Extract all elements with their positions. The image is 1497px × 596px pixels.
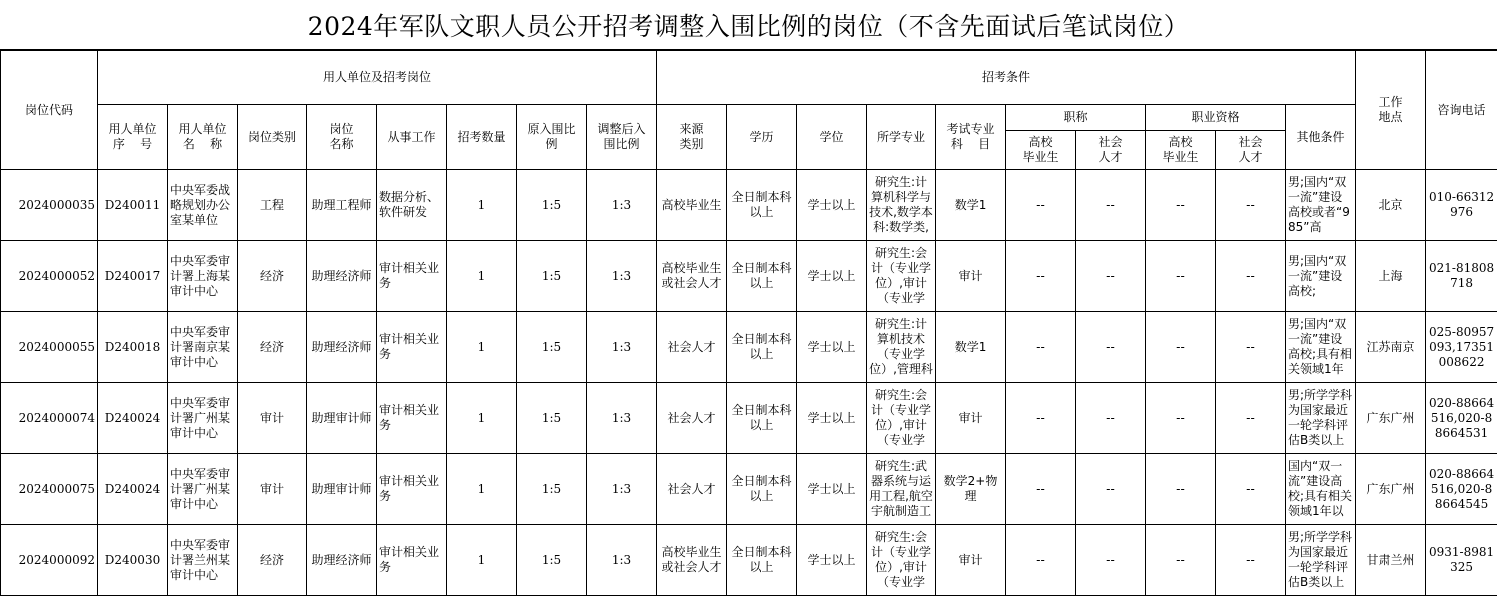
cell-place: 江苏南京: [1356, 312, 1426, 383]
cell-degree: 学士以上: [797, 525, 867, 596]
header-work-place: 工作 地点: [1356, 51, 1426, 170]
cell-unit: 中央军委审计署广州某审计中心: [168, 454, 238, 525]
cell-qual-grad: --: [1146, 383, 1216, 454]
cell-title-grad: --: [1006, 525, 1076, 596]
cell-degree: 学士以上: [797, 241, 867, 312]
header-post-name: 岗位 名称: [307, 105, 377, 170]
cell-title-social: --: [1076, 525, 1146, 596]
cell-degree: 学士以上: [797, 383, 867, 454]
cell-degree: 学士以上: [797, 454, 867, 525]
header-post-type: 岗位类别: [238, 105, 307, 170]
cell-education: 全日制本科以上: [727, 525, 797, 596]
cell-qual-social: --: [1216, 312, 1286, 383]
header-title-group: 职称: [1006, 105, 1146, 131]
cell-quota: 1: [447, 312, 517, 383]
major-text: 研究生:计算机技术（专业学位）,管理科: [869, 317, 933, 376]
cell-other: [1286, 454, 1356, 525]
cell-subject: 审计: [936, 525, 1006, 596]
cell-place: 甘肃兰州: [1356, 525, 1426, 596]
cell-adj-ratio: 1:3: [587, 241, 657, 312]
cell-qual-grad: --: [1146, 170, 1216, 241]
header-qual-social: 社会 人才: [1216, 131, 1286, 170]
cell-unit: 中央军委战略规划办公室某单位: [168, 170, 238, 241]
cell-phone: 025-80957093,17351008622: [1426, 312, 1497, 383]
cell-type: 工程: [238, 170, 307, 241]
header-work: 从事工作: [377, 105, 447, 170]
cell-source: 高校毕业生或社会人才: [657, 525, 727, 596]
table-row[interactable]: [1, 525, 1497, 596]
cell-qual-grad: --: [1146, 241, 1216, 312]
cell-unit: 中央军委审计署上海某审计中心: [168, 241, 238, 312]
cell-type: 审计: [238, 383, 307, 454]
cell-seq: D240024: [98, 383, 168, 454]
cell-post: 助理经济师: [307, 312, 377, 383]
header-other: 其他条件: [1286, 105, 1356, 170]
other-text: 男;所学学科为国家最近一轮学科评估B类以上: [1288, 530, 1353, 589]
cell-major: [867, 170, 936, 241]
cell-work: 审计相关业务: [377, 383, 447, 454]
header-major: 所学专业: [867, 105, 936, 170]
cell-other: [1286, 525, 1356, 596]
cell-education: 全日制本科以上: [727, 170, 797, 241]
cell-other: [1286, 383, 1356, 454]
header-quota: 招考数量: [447, 105, 517, 170]
cell-orig-ratio: 1:5: [517, 312, 587, 383]
table-row[interactable]: [1, 312, 1497, 383]
cell-title-social: --: [1076, 170, 1146, 241]
cell-work: 审计相关业务: [377, 241, 447, 312]
cell-type: 经济: [238, 312, 307, 383]
cell-phone: 020-88664516,020-88664545: [1426, 454, 1497, 525]
major-text: 研究生:会计（专业学位）,审计（专业学: [871, 388, 932, 447]
cell-place: 上海: [1356, 241, 1426, 312]
cell-type: 审计: [238, 454, 307, 525]
cell-title-grad: --: [1006, 170, 1076, 241]
cell-title-grad: --: [1006, 241, 1076, 312]
cell-adj-ratio: 1:3: [587, 454, 657, 525]
header-orig-ratio: 原入围比 例: [517, 105, 587, 170]
table-row[interactable]: [1, 170, 1497, 241]
cell-title-grad: --: [1006, 383, 1076, 454]
header-qual-group: 职业资格: [1146, 105, 1286, 131]
cell-title-grad: --: [1006, 454, 1076, 525]
cell-seq: D240024: [98, 454, 168, 525]
page-title: 2024年军队文职人员公开招考调整入围比例的岗位（不含先面试后笔试岗位）: [0, 0, 1497, 50]
header-title-social: 社会 人才: [1076, 131, 1146, 170]
cell-phone: 010-66312976: [1426, 170, 1497, 241]
cell-adj-ratio: 1:3: [587, 170, 657, 241]
cell-qual-grad: --: [1146, 454, 1216, 525]
cell-phone: 020-88664516,020-88664531: [1426, 383, 1497, 454]
major-text: 研究生:会计（专业学位）,审计（专业学: [871, 530, 932, 589]
cell-work: 数据分析、软件研发: [377, 170, 447, 241]
cell-seq: D240017: [98, 241, 168, 312]
table-row[interactable]: [1, 454, 1497, 525]
cell-title-social: --: [1076, 312, 1146, 383]
cell-seq: D240011: [98, 170, 168, 241]
cell-other: [1286, 241, 1356, 312]
cell-major: [867, 454, 936, 525]
header-phone: 咨询电话: [1426, 51, 1497, 170]
cell-qual-grad: --: [1146, 525, 1216, 596]
header-title-grad: 高校 毕业生: [1006, 131, 1076, 170]
cell-qual-social: --: [1216, 241, 1286, 312]
cell-phone: 021-81808718: [1426, 241, 1497, 312]
cell-quota: 1: [447, 454, 517, 525]
cell-education: 全日制本科以上: [727, 454, 797, 525]
cell-degree: 学士以上: [797, 312, 867, 383]
header-education: 学历: [727, 105, 797, 170]
other-text: 男;国内“双一流”建设高校或者“985”高: [1288, 175, 1350, 234]
cell-post: 助理审计师: [307, 383, 377, 454]
cell-qual-social: --: [1216, 170, 1286, 241]
table-row[interactable]: [1, 241, 1497, 312]
cell-post: 助理审计师: [307, 454, 377, 525]
cell-orig-ratio: 1:5: [517, 241, 587, 312]
cell-qual-social: --: [1216, 525, 1286, 596]
other-text: 男;国内“双一流”建设高校;: [1288, 253, 1347, 298]
cell-unit: 中央军委审计署广州某审计中心: [168, 383, 238, 454]
cell-code: 2024000092: [1, 525, 98, 596]
cell-quota: 1: [447, 383, 517, 454]
cell-unit: 中央军委审计署兰州某审计中心: [168, 525, 238, 596]
cell-education: 全日制本科以上: [727, 383, 797, 454]
cell-post: 助理工程师: [307, 170, 377, 241]
cell-seq: D240018: [98, 312, 168, 383]
cell-place: 广东广州: [1356, 454, 1426, 525]
cell-source: 高校毕业生或社会人才: [657, 241, 727, 312]
cell-quota: 1: [447, 525, 517, 596]
major-text: 研究生:会计（专业学位）,审计（专业学: [871, 246, 932, 305]
cell-code: 2024000055: [1, 312, 98, 383]
cell-place: 北京: [1356, 170, 1426, 241]
cell-source: 社会人才: [657, 312, 727, 383]
cell-work: 审计相关业务: [377, 525, 447, 596]
cell-subject: 审计: [936, 383, 1006, 454]
cell-seq: D240030: [98, 525, 168, 596]
cell-post: 助理经济师: [307, 525, 377, 596]
cell-source: 社会人才: [657, 383, 727, 454]
cell-title-social: --: [1076, 241, 1146, 312]
header-exam-subject: 考试专业 科 目: [936, 105, 1006, 170]
cell-qual-social: --: [1216, 454, 1286, 525]
cell-subject: 数学2+物理: [936, 454, 1006, 525]
cell-qual-grad: --: [1146, 312, 1216, 383]
cell-degree: 学士以上: [797, 170, 867, 241]
cell-type: 经济: [238, 241, 307, 312]
cell-work: 审计相关业务: [377, 312, 447, 383]
header-unit-seq: 用人单位 序 号: [98, 105, 168, 170]
other-text: 男;所学学科为国家最近一轮学科评估B类以上: [1288, 388, 1353, 447]
header-adj-ratio: 调整后入 围比例: [587, 105, 657, 170]
cell-work: 审计相关业务: [377, 454, 447, 525]
cell-other: [1286, 312, 1356, 383]
positions-table: [0, 50, 1497, 596]
cell-type: 经济: [238, 525, 307, 596]
cell-major: [867, 241, 936, 312]
other-text: 国内“双一流”建设高校;具有相关领域1年以: [1288, 459, 1353, 518]
cell-major: [867, 383, 936, 454]
cell-qual-social: --: [1216, 383, 1286, 454]
cell-code: 2024000075: [1, 454, 98, 525]
cell-quota: 1: [447, 170, 517, 241]
cell-subject: 数学1: [936, 312, 1006, 383]
cell-unit: 中央军委审计署南京某审计中心: [168, 312, 238, 383]
cell-education: 全日制本科以上: [727, 312, 797, 383]
cell-post: 助理经济师: [307, 241, 377, 312]
cell-major: [867, 312, 936, 383]
header-source: 来源 类别: [657, 105, 727, 170]
cell-subject: 审计: [936, 241, 1006, 312]
major-text: 研究生:计算机科学与技术,数学本科:数学类,: [869, 175, 933, 234]
cell-orig-ratio: 1:5: [517, 454, 587, 525]
header-qual-grad: 高校 毕业生: [1146, 131, 1216, 170]
table-row[interactable]: [1, 383, 1497, 454]
cell-phone: 0931-8981325: [1426, 525, 1497, 596]
header-unit-name: 用人单位 名 称: [168, 105, 238, 170]
cell-title-social: --: [1076, 454, 1146, 525]
cell-other: [1286, 170, 1356, 241]
cell-code: 2024000074: [1, 383, 98, 454]
cell-orig-ratio: 1:5: [517, 170, 587, 241]
major-text: 研究生:武器系统与运用工程,航空宇航制造工: [869, 459, 933, 518]
cell-quota: 1: [447, 241, 517, 312]
cell-orig-ratio: 1:5: [517, 383, 587, 454]
cell-source: 社会人才: [657, 454, 727, 525]
header-degree: 学位: [797, 105, 867, 170]
header-group-conditions: 招考条件: [657, 51, 1356, 105]
header-group-unit: 用人单位及招考岗位: [98, 51, 657, 105]
cell-adj-ratio: 1:3: [587, 525, 657, 596]
cell-place: 广东广州: [1356, 383, 1426, 454]
other-text: 男;国内“双一流”建设高校;具有相关领域1年: [1288, 317, 1353, 376]
cell-major: [867, 525, 936, 596]
header-post-code: 岗位代码: [1, 51, 98, 170]
cell-source: 高校毕业生: [657, 170, 727, 241]
cell-code: 2024000052: [1, 241, 98, 312]
cell-code: 2024000035: [1, 170, 98, 241]
cell-adj-ratio: 1:3: [587, 312, 657, 383]
cell-orig-ratio: 1:5: [517, 525, 587, 596]
cell-adj-ratio: 1:3: [587, 383, 657, 454]
cell-title-grad: --: [1006, 312, 1076, 383]
cell-subject: 数学1: [936, 170, 1006, 241]
cell-education: 全日制本科以上: [727, 241, 797, 312]
cell-title-social: --: [1076, 383, 1146, 454]
